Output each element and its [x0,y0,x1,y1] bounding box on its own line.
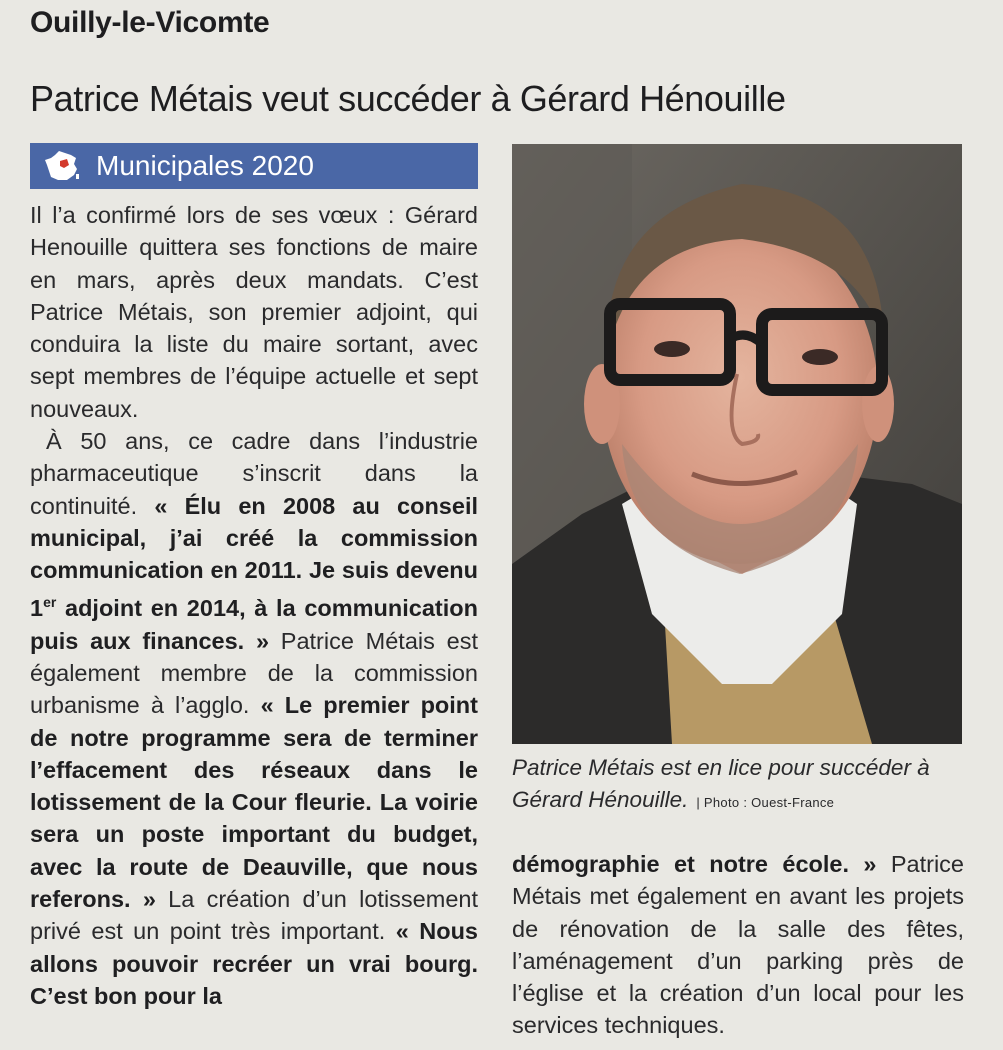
france-map-icon [40,148,84,184]
article-body-column-2 [512,848,964,1042]
article-body-column-1 [30,199,478,1012]
paragraph-2-text-b: Patrice Métais est également membre de la commission urbanisme à l’agglo. [30,627,478,719]
section-banner [30,143,478,189]
portrait-photo [512,144,962,744]
quote-3-end: démographie et notre école. » [512,851,877,877]
quote-2: « Le premier point de notre programme sera de terminer l’effacement des réseaux dans le lotissement de la Cour fleurie. La voirie sera un poste important du budget, avec la route de Deauville, que nous referons. » [30,692,478,913]
quote-3: « Nous allons pouvoir recréer un vrai bourg. C’est bon pour la [30,918,479,1009]
photo-caption [512,752,964,819]
article-kicker: Ouilly-le-Vicomte [30,6,270,39]
paragraph-2-text-c: La création d’un lotissement privé est un point très important. [30,886,478,945]
paragraph-2-text-a: À 50 ans, ce cadre dans l’industrie pharmaceutique s’inscrit dans la continuité. [30,428,478,519]
ordinal-superscript: er [43,594,57,611]
paragraph-3 [512,848,964,1042]
section-banner-label: Municipales 2020 [96,150,314,181]
photo-credit: | Photo : Ouest-France [696,795,835,810]
article-headline: Patrice Métais veut succéder à Gérard Hénouille [30,78,786,119]
quote-1-text: « Élu en 2008 au conseil municipal, j’ai créé la commission communication en 2011. Je suis devenu 1 [30,492,478,622]
photo-caption-text: Patrice Métais est en lice pour succéder à Gérard Hénouille. [512,755,930,812]
quote-1-end: adjoint en 2014, à la communication puis aux finances. » [30,595,478,654]
paragraph-2 [30,425,478,1012]
paragraph-3-text: Patrice Métais met également en avant les projets de rénovation de la salle des fêtes, l’aménagement d’un parking près de l’église et la création d’un local pour les services techniques. [512,851,964,1039]
paragraph-1: Il l’a confirmé lors de ses vœux : Gérard Henouille quittera ses fonctions de maire en mars, après deux mandats. C’est Patrice Métais, son premier adjoint, qui conduira la liste du maire sortant, avec sept membres de l’équipe actuelle et sept nouveaux. [30,202,478,422]
